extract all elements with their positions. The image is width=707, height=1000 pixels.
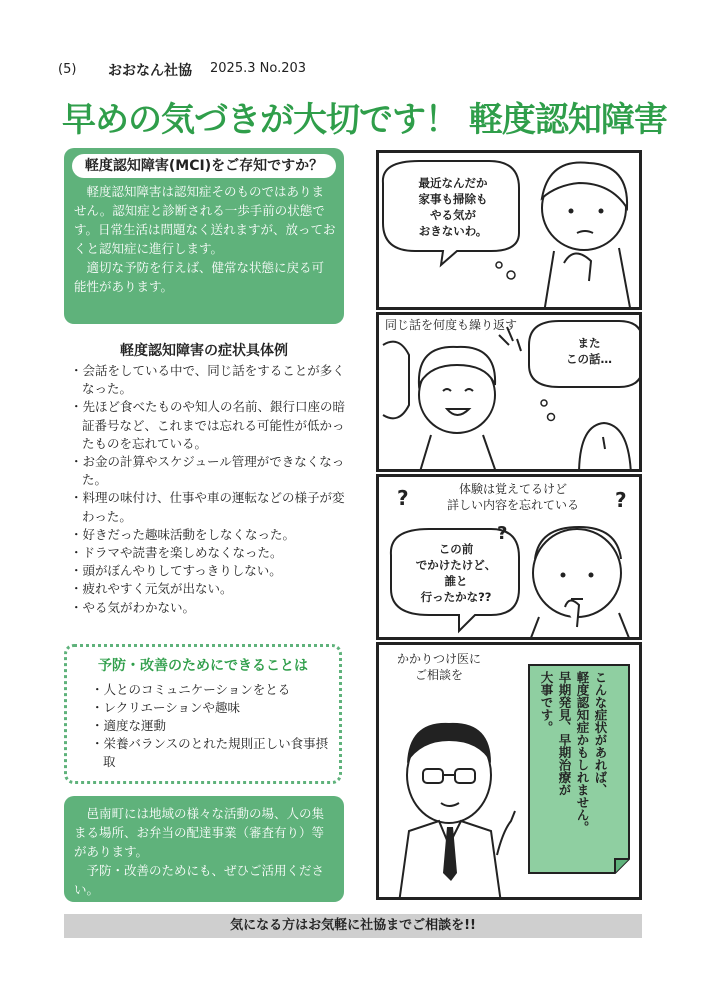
issue-number: 2025.3 No.203 <box>210 61 307 76</box>
town-paragraph: 予防・改善のためにも、ぜひご活用ください。 <box>74 863 325 897</box>
list-item: ・ 先ほど食べたものや知人の名前、銀行口座の暗証番号など、これまでは忘れる可能性が低かったものを忘れている。 <box>70 398 346 453</box>
list-item: ・ 頭がぼんやりしてすっきりしない。 <box>70 562 346 580</box>
symptoms-title: 軽度認知障害の症状具体例 <box>120 343 288 359</box>
mci-paragraph: 軽度認知障害は認知症そのものではありません。認知症と診断される一歩手前の状態です。日常生活は問題なく送れますが、放っておくと認知症に進行します。 <box>74 184 336 256</box>
mci-heading: 軽度認知障害(MCI)をご存知ですか？ <box>72 154 336 178</box>
town-body <box>74 804 336 899</box>
list-item: ・ 好きだった趣味活動をしなくなった。 <box>70 526 346 544</box>
page-number: (5) <box>58 62 77 77</box>
panel2-caption: 同じ話を何度も繰り返す <box>385 318 518 332</box>
svg-text:?: ? <box>615 488 627 512</box>
note-line: 早期発見、早期治療が <box>557 671 572 796</box>
svg-text:?: ? <box>397 486 409 510</box>
list-item: ・ やる気がわかない。 <box>70 599 346 617</box>
speech-line: おきないわ。 <box>418 224 488 238</box>
symptoms-list <box>70 362 346 617</box>
organization-name: おおなん社協 <box>108 63 192 79</box>
note-line: こんな症状があれば、 <box>593 671 608 796</box>
list-item: ・ 会話をしている中で、同じ話をすることが多くなった。 <box>70 362 346 398</box>
manga-panel-4 <box>376 642 642 900</box>
note-line: 大事です。 <box>539 671 554 734</box>
speech-line: 最近なんだか <box>418 176 488 190</box>
mci-body <box>74 182 336 296</box>
note-line: 軽度認知症かもしれません。 <box>575 671 590 834</box>
panel4-caption <box>391 651 487 683</box>
town-paragraph: 邑南町には地域の様々な活動の場、人の集まる場所、お弁当の配達事業（審査有り）等があります。 <box>74 806 325 859</box>
manga-panel-3 <box>376 474 642 640</box>
list-item: ・ レクリエーションや趣味 <box>91 699 331 717</box>
caption-line: かかりつけ医に <box>396 652 481 666</box>
manga-panel-1 <box>376 150 642 310</box>
speech-line: 誰と <box>444 574 468 588</box>
manga-panel-2 <box>376 312 642 472</box>
mci-intro-box <box>64 148 344 324</box>
caption-line: 詳しい内容を忘れている <box>446 498 579 512</box>
list-item: ・ お金の計算やスケジュール管理ができなくなった。 <box>70 453 346 489</box>
speech-line: また <box>577 336 601 350</box>
town-resources-box <box>64 796 344 902</box>
prevention-list <box>91 681 331 771</box>
prevention-title: 予防・改善のためにできることは <box>98 658 308 674</box>
list-item: ・ 料理の味付け、仕事や車の運転などの様子が変わった。 <box>70 489 346 525</box>
page-title: 早めの気づきが大切です！ 軽度認知障害 <box>62 100 667 140</box>
svg-text:?: ? <box>497 523 508 544</box>
list-item: ・ 疲れやすく元気が出ない。 <box>70 580 346 598</box>
panel4-note <box>537 671 609 867</box>
footer-banner: 気になる方はお気軽に社協までご相談を!! <box>64 914 642 938</box>
speech-line: やる気が <box>430 208 476 222</box>
panel1-speech <box>389 175 517 239</box>
panel2-thought <box>539 335 639 367</box>
speech-line: 家事も掃除も <box>418 192 488 206</box>
list-item: ・ 適度な運動 <box>91 717 331 735</box>
caption-line: 体験は覚えてるけど <box>458 482 567 496</box>
speech-line: でかけたけど、 <box>415 558 497 572</box>
speech-line: この前 <box>438 542 474 556</box>
speech-line: 行ったかな?? <box>420 590 492 604</box>
panel3-caption <box>437 481 589 513</box>
speech-line: この話… <box>566 352 612 366</box>
caption-line: ご相談を <box>414 668 463 682</box>
panel3-speech <box>397 541 515 605</box>
list-item: ・ 人とのコミュニケーションをとる <box>91 681 331 699</box>
list-item: ・ ドラマや読書を楽しめなくなった。 <box>70 544 346 562</box>
mci-paragraph: 適切な予防を行えば、健常な状態に戻る可能性があります。 <box>74 260 325 294</box>
list-item: ・ 栄養バランスのとれた規則正しい食事摂取 <box>91 735 331 771</box>
prevention-box <box>64 644 342 784</box>
